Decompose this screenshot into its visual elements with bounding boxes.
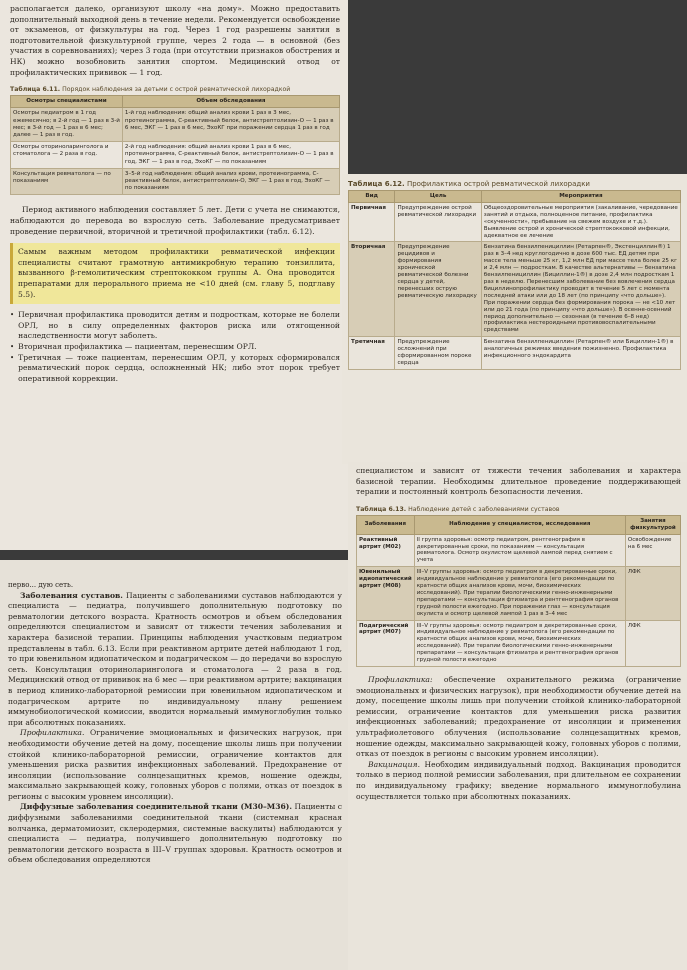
table-row: Ювенильный идиопатический артрит (М08) III–V группы здоровья: осмотр педиатром в декретированные сроки, индивидуальное наблюдение у ревматолога (его рекомендации по кратности общих анализов крови, мочи, биохимических исследований). При терапии биологическими генно-инженерными препаратами — консультация фтизиатра и рентгенография органов грудной полости ежегодно. При поражении глаз — консультация окулиста и осмотр щелевой лампой 1 раз в 3–4 мес ЛФК <box>357 567 681 620</box>
p3-para: Заболевания суставов. Пациенты с заболеваниями суставов наблюдаются у специалиста — педиатра, получившего дополнительную подготовку по ревматологии детского возраста. Кратность осмотров и объем обследования определяются специалистом и зависят от тяжести течения заболевания и характера базисной терапии. Принципы наблюдения участковым педиатром представлены в табл. 6.13. Если при реактивном артрите детей наблюдают 1 год, то при ювенильном идиопатическом и подагрическом — до передачи во взрослую сеть. Консультация оториноларинголога и стоматолога — 2 раза в год. Медицинский отвод от прививок на 6 мес — при реактивном артрите; вакцинация в период клинико-лабораторной ремиссии при ювенильном идиопатическом и подагрическом артрите по индивидуальному плану решением иммунобиологической комиссии, вводится нормальный иммуноглобулин только при абсолютных показаниях. <box>8 590 342 727</box>
p3-para: Диффузные заболевания соединительной ткани (М30–М36). Пациенты с диффузными заболеваниями соединительной ткани (системная красная волчанка, дерматомиозит, склеродермия, системные васкулиты) наблюдаются у специалиста — педиатра, получившего дополнительную подготовку по ревматологии детского возраста в III–V группах здоровья. Кратность осмотров и объем обследования определяются <box>8 802 343 865</box>
table-row: Реактивный артрит (М02) II группа здоровья: осмотр педиатром, рентгенография в декретированные сроки, по показаниям — консультация ревматолога. Осмотр окулистом щелевой лампой перед снятием с учета Освобождение на 6 мес <box>357 534 681 567</box>
p1-intro: располагается далеко, организуют школу «на дому». Можно предоставить дополнительный выходной день в течение недели. Рекомендуется освобождение от экзаменов, от физкультуры на год. Через 1 год разрешены занятия в подготовительной физкультурной группе, через 2 года — в основной (без участия в соревнованиях); через 3 года (при отсутствии признаков обострения и НК) можно возобновить занятия спортом. Медицинский отвод от профилактических прививок — 1 год. <box>10 4 340 77</box>
p1-para: Период активного наблюдения составляет 5 лет. Дети с учета не снимаются, наблюдаются до перевода во взрослую сеть. Заболевание предусматривает проведение первичной, вторичной и третичной профилактики (табл. 6.12). <box>10 205 340 236</box>
table-row: Осмотры оториноларинголога и стоматолога — 2 раза в год. 2-й год наблюдения: общий анализ крови 1 раз в 6 мес, протеинограмма, С-реактивный белок, антистрептолизин-О — 1 раз в год, ЭКГ — 1 раз в год, ЭхоКГ — по показаниям <box>11 142 340 169</box>
page-1 <box>0 0 348 550</box>
table-header: Вид <box>349 191 395 203</box>
list-item: • Вторичная профилактика — пациентам, перенесшим ОРЛ. <box>10 341 257 351</box>
p3-top: перво... дую сеть. <box>8 581 74 589</box>
table-6-11-title: Таблица 6.11. Порядок наблюдения за детьми с острой ревматической лихорадкой <box>10 86 291 94</box>
table-6-12-title: Таблица 6.12. Профилактика острой ревматической лихорадки <box>348 180 590 188</box>
table-6-11-grid <box>10 95 340 195</box>
table-6-13-grid <box>356 515 681 667</box>
page-4 <box>348 462 687 970</box>
table-row: Осмотры педиатром в 1 год ежемесячно; в 2-й год — 1 раз в 3-й мес; в 3-й год — 1 раз в 6 мес; далее — 1 раз в год. 1-й год наблюдения: общий анализ крови 1 раз в 3 мес, протеинограмма, С-реактивный белок, антистрептолизин-О — 1 раз в 6 мес, ЭКГ — 1 раз в 6 мес, ЭхоКГ при поражении сердца 1 раз в год <box>11 108 340 142</box>
table-header: Объем обследования <box>122 96 339 108</box>
table-header: Занятия физкультурой <box>625 515 680 534</box>
table-row: Вторичная Предупреждение рецидивов и формирования хронической ревматической болезни сердца у детей, перенесших острую ревматическую лихорадку Бензатина бензилпенициллин (Ретарпен®, Экстенциллин®) 1 раз в 3–4 нед круглогодично в дозе 600 тыс. ЕД детям при массе тела меньше 25 кг, 1,2 млн ЕД при массе тела более 25 кг и 2,4 млн — подросткам. В качестве альтернативы — бензатина бензилпенициллин (Бициллин-1®) в дозе 2,4 млн подросткам 1 раз в неделю. Перенесшим заболевание без вовлечения сердца бициллинопрофилактику проводят в течение 5 лет с момента последней атаки или до 18 лет (по принципу «что дольше»). При поражении сердца без формирования порока — не <10 лет или до 21 года (по принципу «что дольше»). В осенне-осенний период дополнительно — сезонная (в течение 6–8 нед) профилактика нестероидными противовоспалительными средствами <box>349 242 681 337</box>
table-6-12-grid <box>348 190 681 370</box>
table-6-13-title: Таблица 6.13. Наблюдение детей с заболеваниями суставов <box>356 505 560 513</box>
table-header: Осмотры специалистами <box>11 96 123 108</box>
table-header: Наблюдение у специалистов, исследования <box>414 515 625 534</box>
table-header: Мероприятия <box>481 191 680 203</box>
table-header: Заболевания <box>357 515 415 534</box>
p3-para: Профилактика. Ограничение эмоциональных и физических нагрузок, при необходимости обучение детей на дому, посещение школы лишь при получении стойкой клинико-лабораторной ремиссии, ограничение контактов для уменьшения риска развития инфекционных заболеваний. Предохранение от инсоляции (использование солнцезащитных кремов, ношение одежды, максимально закрывающей кожу, головных уборов с полями, отказ от поездок в регионы с высоким уровнем инсоляции). <box>8 728 342 801</box>
table-6-11 <box>10 86 340 195</box>
list-item: • Третичная — тоже пациентам, перенесшим ОРЛ, у которых сформировался ревматический порок сердца, осложненный НК; либо этот порок требует оперативной коррекции. <box>10 352 340 383</box>
page-2 <box>342 174 687 464</box>
page-3 <box>0 560 350 970</box>
table-6-13 <box>356 506 681 667</box>
table-row: Первичная Предупреждение острой ревматической лихорадки Общеоздоровительные мероприятия (закаливание, чередование занятий и отдыха, полноценное питание, профилактика «скученности», пребывание на свежем воздухе и т.д.). Выявление острой и хронической стрептококковой инфекции, адекватное ее лечение <box>349 202 681 242</box>
p4-intro: специалистом и зависят от тяжести течения заболевания и характера базисной терапии. Необходимы длительное проведение поддерживающей терапии и постоянный контроль безопасности лечения. <box>356 466 681 497</box>
highlight-box: Самым важным методом профилактики ревматической инфекции специалисты считают грамотную антимикробную терапию тонзиллита, вызванного β-гемолитическим стрептококком группы А. Она проводится препаратами для перорального приема не <10 дней (см. главу 5, подглаву 5.5). <box>10 243 340 304</box>
p4-para: Вакцинация. Необходим индивидуальный подход. Вакцинация проводится только в период полной ремиссии заболевания, при длительном ее сохранении по индивидуальному графику; введение нормального иммуноглобулина осуществляется только при абсолютных показаниях. <box>356 759 681 801</box>
list-item: • Первичная профилактика проводится детям и подросткам, которые не болели ОРЛ, но в силу определенных факторов риска или отягощенной наследственности могут заболеть. <box>10 310 340 341</box>
table-row: Третичная Предупреждение осложнений при сформированном пороке сердца Бензатина бензилпенициллин (Ретарпен® или Бициллин-1®) в аналогичных режимах введения пожизненно. Профилактика инфекционного эндокардита <box>349 337 681 370</box>
table-row: Консультация ревматолога — по показаниям 3–5-й год наблюдения: общий анализ крови, протеинограмма, С-реактивный белок, антистрептолизин-О, ЭКГ — 1 раз в год, ЭхоКГ — по показаниям <box>11 168 340 195</box>
table-row: Подагрический артрит (М07) III–V группы здоровья: осмотр педиатром в декретированные сроки, индивидуальное наблюдение у ревматолога (его рекомендации по кратности общих анализов крови, мочи, биохимических исследований). При терапии биологическими генно-инженерными препаратами — консультация фтизиатра и рентгенография органов грудной полости ежегодно ЛФК <box>357 620 681 666</box>
table-header: Цель <box>395 191 481 203</box>
p4-para: Профилактика: обеспечение охранительного режима (ограничение эмоциональных и физических нагрузок), при необходимости обучение детей на дому, посещение школы лишь при получении стойкой клинико-лабораторной ремиссии, ограничение контактов для уменьшения риска развития инфекционных заболеваний; предохранение от инсоляции и применения ультрафиолетового облучения (использование солнцезащитных кремов, ношение одежды, максимально закрывающей кожу, головных уборов с полями, отказ от поездок в регионы с высоким уровнем инсоляции). <box>356 675 681 759</box>
